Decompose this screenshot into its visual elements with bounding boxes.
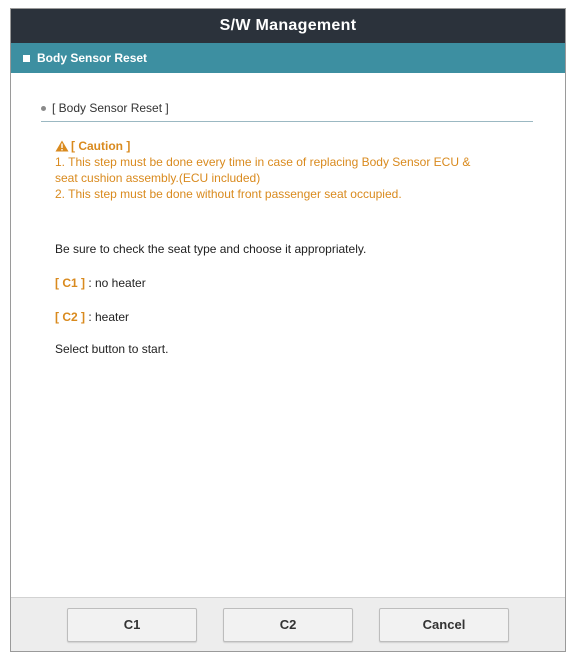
caution-heading <box>55 138 537 154</box>
content-area <box>11 73 565 599</box>
caution-block <box>55 138 537 202</box>
select-prompt: Select button to start. <box>55 342 169 356</box>
sw-management-window <box>10 8 566 652</box>
section-title-text: [ Body Sensor Reset ] <box>52 101 169 115</box>
caution-heading-text: [ Caution ] <box>71 139 131 153</box>
square-icon <box>23 55 30 62</box>
bullet-icon <box>41 106 46 111</box>
c1-code: [ C1 ] <box>55 276 85 290</box>
caution-line-2: seat cushion assembly.(ECU included) <box>55 171 261 185</box>
c2-description <box>55 310 537 324</box>
c2-button[interactable]: C2 <box>223 608 353 642</box>
caution-line-1: 1. This step must be done every time in case of replacing Body Sensor ECU & <box>55 155 471 169</box>
c2-code: [ C2 ] <box>55 310 85 324</box>
window-title: S/W Management <box>11 9 565 43</box>
warning-triangle-icon <box>55 140 69 152</box>
check-seat-text: Be sure to check the seat type and choose it appropriately. <box>55 242 367 256</box>
section-title <box>41 101 533 122</box>
button-bar <box>11 597 565 651</box>
cancel-button[interactable]: Cancel <box>379 608 509 642</box>
subheader-label: Body Sensor Reset <box>37 51 148 65</box>
c1-button[interactable]: C1 <box>67 608 197 642</box>
c1-desc: : no heater <box>85 276 146 290</box>
c2-desc: : heater <box>85 310 130 324</box>
c1-description <box>55 276 537 290</box>
caution-line-3: 2. This step must be done without front passenger seat occupied. <box>55 187 402 201</box>
subheader-bar <box>11 43 565 73</box>
